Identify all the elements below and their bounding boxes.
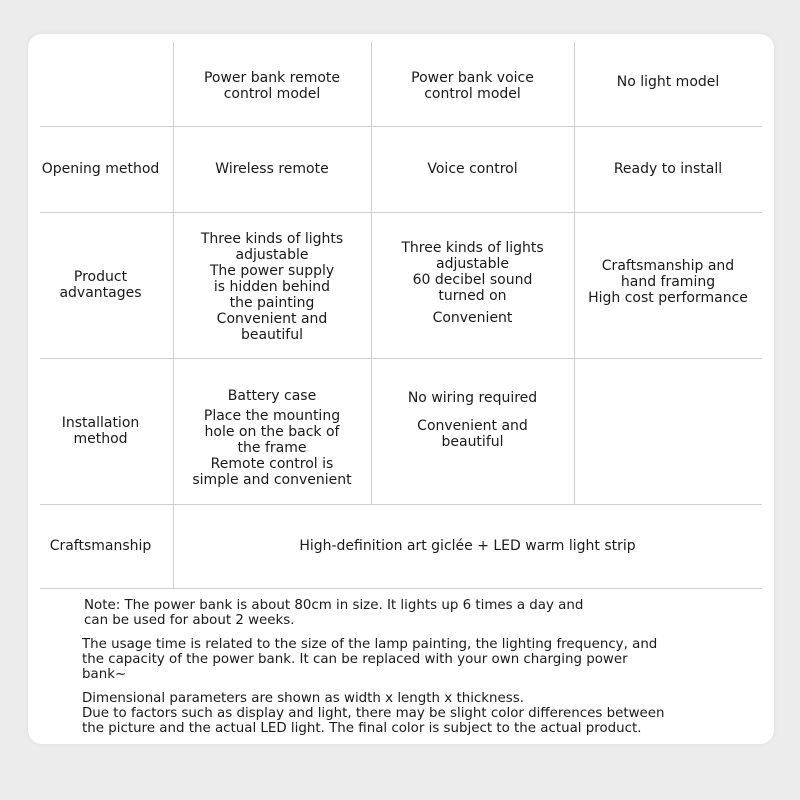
- header-remote-model: [173, 34, 371, 138]
- row-label-craftsmanship: Craftsmanship: [49, 538, 152, 554]
- comparison-table: [28, 34, 774, 590]
- notes-section: [82, 598, 762, 744]
- header-voice-model: [371, 34, 574, 138]
- comparison-card: [28, 34, 774, 744]
- note-paragraph: The usage time is related to the size of the lamp painting, the lighting frequency, and the capacity of the power bank. It can be replaced with your own charging power bank~: [82, 637, 658, 682]
- cell-advantages-remote: Three kinds of lights adjustable The power supply is hidden behind the painting Convenient and beautiful: [200, 231, 344, 343]
- cell-opening-remote: Wireless remote: [215, 161, 329, 177]
- row-divider: [40, 588, 762, 589]
- row-label-installation-method: Installation method: [61, 415, 140, 447]
- cell-installation-voice: No wiring required Convenient and beautiful: [407, 390, 538, 450]
- header-voice-model-text: Power bank voice control model: [411, 70, 534, 102]
- cell-installation-remote: Battery case Place the mounting hole on the back of the frame Remote control is simple and convenient: [192, 388, 352, 488]
- cell-advantages-no-light: Craftsmanship and hand framing High cost performance: [588, 258, 748, 306]
- header-empty-cell: [28, 34, 173, 126]
- cell-opening-no-light: Ready to install: [613, 161, 723, 177]
- row-label-product-advantages: Product advantages: [59, 269, 142, 301]
- note-paragraph: Dimensional parameters are shown as width x length x thickness. Due to factors such as display and light, there may be slight color differences between the picture and the actual LED light. The final color is subject to the actual product.: [82, 691, 665, 736]
- cell-craftsmanship-merged: High-definition art giclée + LED warm light strip: [299, 538, 636, 554]
- row-label-opening-method: Opening method: [41, 161, 160, 177]
- note-paragraph: Note: The power bank is about 80cm in size. It lights up 6 times a day and can be used for about 2 weeks.: [84, 598, 584, 628]
- header-remote-model-text: Power bank remote control model: [203, 70, 341, 102]
- cell-opening-voice: Voice control: [427, 161, 518, 177]
- cell-advantages-voice: Three kinds of lights adjustable 60 decibel sound turned on Convenient: [401, 240, 544, 326]
- header-no-light-model: No light model: [616, 74, 720, 90]
- cell-installation-no-light: [574, 358, 762, 504]
